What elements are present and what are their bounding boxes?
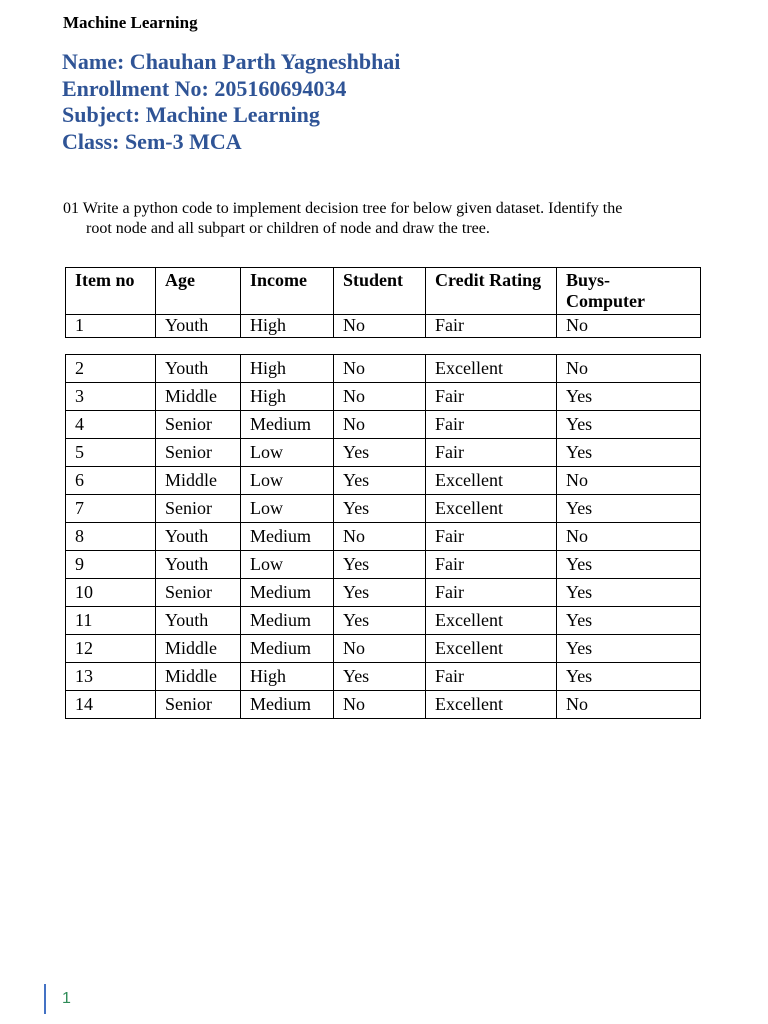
table-cell: Yes — [557, 495, 701, 523]
column-header: Age — [156, 268, 241, 315]
class-info: Class: Sem-3 MCA — [62, 128, 242, 154]
table-cell: Yes — [334, 439, 426, 467]
table-cell: Yes — [557, 383, 701, 411]
column-header: Student — [334, 268, 426, 315]
table-cell: No — [334, 635, 426, 663]
table-cell: Fair — [426, 551, 557, 579]
table-cell: Low — [241, 439, 334, 467]
table-cell: Medium — [241, 579, 334, 607]
table-cell: Yes — [557, 607, 701, 635]
table-cell: 11 — [66, 607, 156, 635]
column-header: Item no — [66, 268, 156, 315]
table-cell: 6 — [66, 467, 156, 495]
table-row — [66, 355, 701, 383]
table-cell: Yes — [557, 635, 701, 663]
table-cell: Fair — [426, 523, 557, 551]
table-row — [66, 607, 701, 635]
table-cell: Youth — [156, 355, 241, 383]
table-cell: Senior — [156, 495, 241, 523]
table-cell: Medium — [241, 523, 334, 551]
table-row — [66, 439, 701, 467]
question-text — [63, 199, 713, 239]
table-cell: Fair — [426, 411, 557, 439]
table-cell: Low — [241, 467, 334, 495]
table-cell: Medium — [241, 607, 334, 635]
student-info — [62, 49, 400, 155]
table-cell: Yes — [557, 663, 701, 691]
table-cell: Senior — [156, 411, 241, 439]
table-cell: Senior — [156, 691, 241, 719]
table-cell: No — [334, 383, 426, 411]
table-cell: 7 — [66, 495, 156, 523]
table-cell: No — [334, 691, 426, 719]
table-row — [66, 315, 701, 338]
table-cell: Middle — [156, 635, 241, 663]
table-cell: Yes — [334, 663, 426, 691]
table-cell: No — [557, 523, 701, 551]
dataset-header-table — [65, 267, 701, 338]
column-header: Buys- Computer — [557, 268, 701, 315]
student-name: Name: Chauhan Parth Yagneshbhai — [62, 49, 401, 74]
table-cell: Fair — [426, 315, 557, 338]
table-cell: Medium — [241, 691, 334, 719]
table-cell: No — [334, 355, 426, 383]
table-header-row — [66, 268, 701, 315]
table-cell: High — [241, 355, 334, 383]
table-row — [66, 411, 701, 439]
table-cell: 9 — [66, 551, 156, 579]
table-cell: Youth — [156, 551, 241, 579]
table-cell: No — [557, 691, 701, 719]
table-cell: Excellent — [426, 607, 557, 635]
table-cell: Low — [241, 495, 334, 523]
page-number: 1 — [44, 984, 71, 1014]
table-cell: Fair — [426, 439, 557, 467]
table-row — [66, 579, 701, 607]
dataset-body-table — [65, 354, 701, 719]
table-cell: 12 — [66, 635, 156, 663]
table-cell: 2 — [66, 355, 156, 383]
table-cell: Yes — [334, 551, 426, 579]
table-cell: Middle — [156, 663, 241, 691]
table-row — [66, 383, 701, 411]
table-cell: Medium — [241, 411, 334, 439]
table-cell: High — [241, 315, 334, 338]
table-cell: No — [334, 523, 426, 551]
table-cell: Yes — [557, 411, 701, 439]
table-cell: Yes — [334, 495, 426, 523]
running-header: Machine Learning — [63, 13, 198, 32]
table-cell: Senior — [156, 579, 241, 607]
table-cell: Excellent — [426, 467, 557, 495]
table-row — [66, 635, 701, 663]
table-cell: 1 — [66, 315, 156, 338]
table-cell: Yes — [334, 467, 426, 495]
table-cell: 5 — [66, 439, 156, 467]
table-cell: Excellent — [426, 495, 557, 523]
table-cell: Excellent — [426, 355, 557, 383]
table-cell: Senior — [156, 439, 241, 467]
table-row — [66, 663, 701, 691]
subject: Subject: Machine Learning — [62, 102, 320, 127]
table-cell: High — [241, 663, 334, 691]
question-line-1: 01 Write a python code to implement decision tree for below given dataset. Identify the — [63, 200, 623, 217]
table-cell: Fair — [426, 579, 557, 607]
table-cell: 14 — [66, 691, 156, 719]
table-row — [66, 691, 701, 719]
table-cell: Youth — [156, 523, 241, 551]
table-cell: No — [557, 315, 701, 338]
table-cell: Yes — [557, 579, 701, 607]
table-row — [66, 467, 701, 495]
table-cell: Low — [241, 551, 334, 579]
table-cell: Medium — [241, 635, 334, 663]
question-line-2: root node and all subpart or children of node and draw the tree. — [86, 220, 490, 237]
table-cell: 4 — [66, 411, 156, 439]
table-cell: Fair — [426, 663, 557, 691]
table-cell: Yes — [557, 551, 701, 579]
column-header: Income — [241, 268, 334, 315]
table-cell: No — [557, 355, 701, 383]
table-row — [66, 551, 701, 579]
table-row — [66, 523, 701, 551]
table-cell: 10 — [66, 579, 156, 607]
table-cell: No — [334, 315, 426, 338]
table-cell: Excellent — [426, 691, 557, 719]
table-cell: Youth — [156, 607, 241, 635]
table-cell: 8 — [66, 523, 156, 551]
table-cell: Middle — [156, 467, 241, 495]
table-row — [66, 495, 701, 523]
table-cell: Youth — [156, 315, 241, 338]
table-cell: Middle — [156, 383, 241, 411]
table-cell: 3 — [66, 383, 156, 411]
table-cell: Yes — [334, 579, 426, 607]
table-cell: Excellent — [426, 635, 557, 663]
table-cell: Yes — [557, 439, 701, 467]
column-header: Credit Rating — [426, 268, 557, 315]
table-cell: No — [334, 411, 426, 439]
table-cell: 13 — [66, 663, 156, 691]
enrollment-number: Enrollment No: 205160694034 — [62, 75, 347, 101]
table-cell: High — [241, 383, 334, 411]
table-cell: No — [557, 467, 701, 495]
table-cell: Yes — [334, 607, 426, 635]
table-cell: Fair — [426, 383, 557, 411]
